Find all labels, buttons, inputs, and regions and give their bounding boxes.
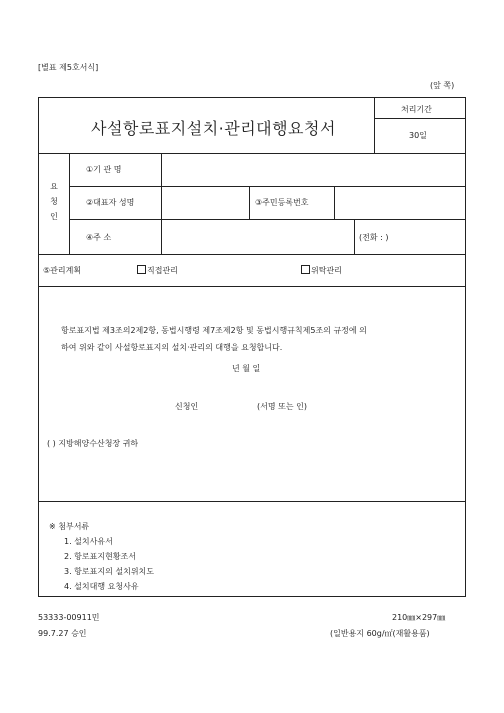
attachment-item: 3. 항로표지의 설치위치도 bbox=[64, 567, 154, 576]
processing-period-value: 30일 bbox=[409, 131, 427, 140]
checkbox-icon[interactable] bbox=[137, 265, 146, 274]
attachments-heading: ※ 첨부서류 bbox=[49, 522, 90, 531]
divider bbox=[249, 186, 250, 219]
addressee: ( ) 지방해양수산청장 귀하 bbox=[47, 439, 139, 448]
processing-period-label: 처리기간 bbox=[401, 105, 432, 114]
management-plan-label: ⑤관리계획 bbox=[43, 266, 82, 275]
paper-type: (일반용지 60g/㎡(재활용품) bbox=[330, 629, 430, 638]
form-code: 53333-00911민 bbox=[38, 613, 100, 622]
direct-management-option[interactable]: 직접관리 bbox=[137, 265, 178, 276]
address-label: ④주 소 bbox=[86, 233, 112, 242]
divider bbox=[39, 501, 466, 502]
divider bbox=[374, 118, 466, 119]
resident-no-label: ③주민등록번호 bbox=[255, 198, 309, 207]
delegate-management-option[interactable]: 위탁관리 bbox=[301, 265, 342, 276]
applicant-section-label: 요 청 인 bbox=[50, 182, 58, 221]
date-line: 년 월 일 bbox=[232, 364, 261, 373]
rep-name-field[interactable] bbox=[162, 187, 248, 219]
form-title: 사설항로표지설치·관리대행요청서 bbox=[91, 119, 336, 138]
org-name-field[interactable] bbox=[162, 154, 465, 186]
attachment-item: 4. 설치대행 요청사유 bbox=[64, 582, 139, 591]
side-label: (앞 쪽) bbox=[430, 81, 455, 90]
checkbox-icon[interactable] bbox=[301, 265, 310, 274]
attachment-item: 1. 설치사유서 bbox=[64, 537, 113, 546]
divider bbox=[354, 219, 355, 254]
request-form bbox=[38, 97, 466, 597]
divider bbox=[374, 98, 375, 153]
signature-note: (서명 또는 인) bbox=[257, 402, 307, 411]
approval-date: 99.7.27 승인 bbox=[38, 629, 87, 638]
attachment-item: 2. 항로표지현황조서 bbox=[64, 552, 136, 561]
divider bbox=[69, 153, 70, 254]
phone-label: (전화 : ) bbox=[359, 233, 389, 242]
form-label: [별표 제5호서식] bbox=[38, 63, 99, 72]
divider bbox=[39, 286, 466, 287]
org-name-label: ①기 관 명 bbox=[86, 165, 122, 174]
divider bbox=[39, 254, 466, 255]
body-text-line1: 항로표지법 제3조의2제2항, 동법시행령 제7조제2항 및 동법시행규칙제5조의 규정에 의 bbox=[61, 326, 367, 335]
rep-name-label: ②대표자 성명 bbox=[86, 198, 135, 207]
resident-no-field[interactable] bbox=[335, 187, 465, 219]
address-field[interactable] bbox=[162, 220, 353, 254]
body-text-line2: 하여 위와 같이 사설항로표지의 설치·관리의 대행을 요청합니다. bbox=[61, 343, 283, 352]
applicant-line: 신청인 bbox=[175, 402, 199, 411]
paper-size: 210㎜×297㎜ bbox=[392, 613, 446, 622]
